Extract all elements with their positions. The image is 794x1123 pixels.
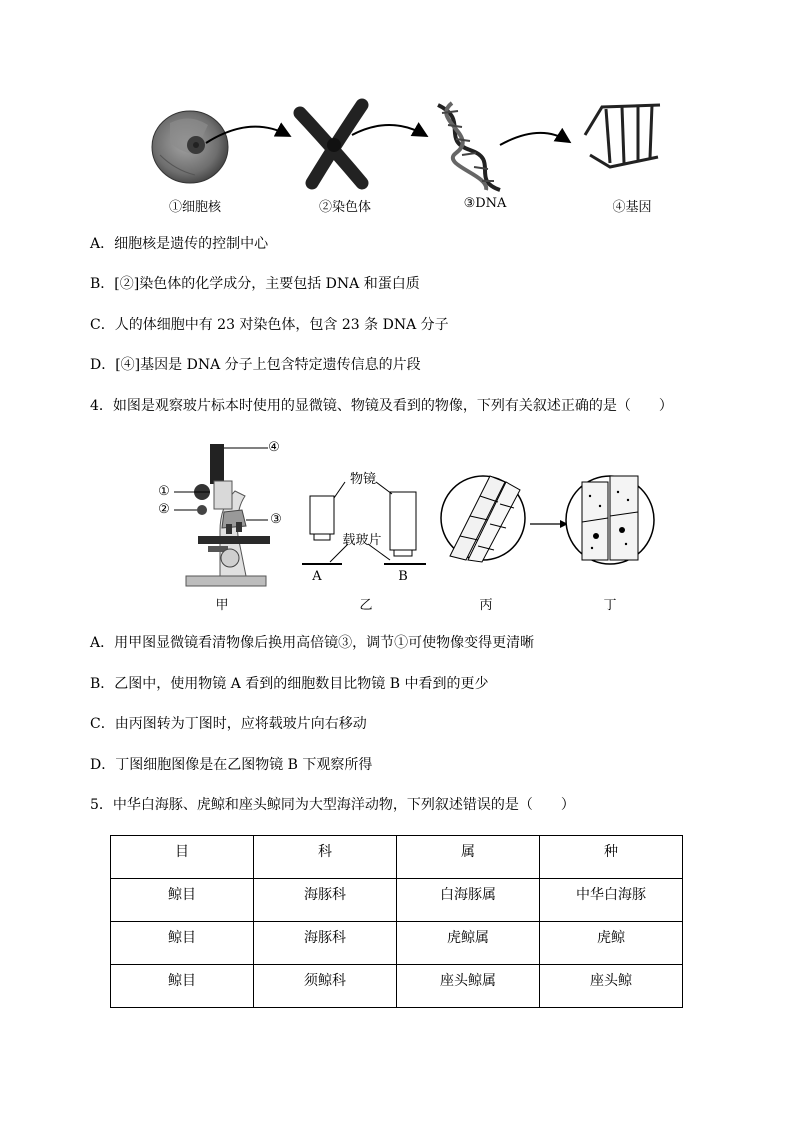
q4-question: 4．如图是观察玻片标本时使用的显微镜、物镜及看到的物像，下列有关叙述正确的是（ ） xyxy=(90,398,673,414)
header-order: 目 xyxy=(111,836,254,879)
table-header-row xyxy=(111,836,683,879)
table-cell: 中华白海豚 xyxy=(540,879,683,922)
caption-chromosome: ②染色体 xyxy=(318,200,371,215)
table-cell: 鲸目 xyxy=(111,879,254,922)
slide-label: 载玻片 xyxy=(342,533,382,548)
q3-option-b: B．[②]染色体的化学成分，主要包括 DNA 和蛋白质 xyxy=(90,276,420,292)
header-genus: 属 xyxy=(397,836,540,879)
cell-nucleus-image xyxy=(152,111,228,183)
q4-option-a: A．用甲图显微镜看清物像后换用高倍镜③，调节①可使物像变得更清晰 xyxy=(90,635,535,651)
q5-question: 5．中华白海豚、虎鲸和座头鲸同为大型海洋动物，下列叙述错误的是（ ） xyxy=(90,797,575,813)
table-cell: 座头鲸属 xyxy=(397,965,540,1008)
table-row xyxy=(111,922,683,965)
header-family: 科 xyxy=(254,836,397,879)
lens-a-label: A xyxy=(312,569,322,584)
marker-2: ② xyxy=(158,502,170,517)
table-cell: 虎鲸属 xyxy=(397,922,540,965)
q4-option-c: C．由丙图转为丁图时，应将载玻片向右移动 xyxy=(90,716,367,732)
q3-option-a: A．细胞核是遗传的控制中心 xyxy=(90,236,269,252)
caption-bing: 丙 xyxy=(479,598,493,613)
q3-option-c: C．人的体细胞中有 23 对染色体，包含 23 条 DNA 分子 xyxy=(90,317,449,333)
caption-jia: 甲 xyxy=(215,598,229,613)
lens-b-label: B xyxy=(398,569,408,584)
field-of-view-ding xyxy=(566,476,654,564)
table-cell: 海豚科 xyxy=(254,879,397,922)
chromosome-image xyxy=(300,105,362,183)
table-cell: 海豚科 xyxy=(254,922,397,965)
table-cell: 白海豚属 xyxy=(397,879,540,922)
dna-helix-image xyxy=(438,103,500,190)
table-row xyxy=(111,965,683,1008)
caption-ding: 丁 xyxy=(603,598,617,613)
table-cell: 虎鲸 xyxy=(540,922,683,965)
gene-segment-image xyxy=(585,105,660,167)
table-cell: 须鲸科 xyxy=(254,965,397,1008)
q3-option-d: D．[④]基因是 DNA 分子上包含特定遗传信息的片段 xyxy=(90,357,421,373)
header-species: 种 xyxy=(540,836,683,879)
marker-3: ③ xyxy=(270,512,282,527)
q4-option-d: D．丁图细胞图像是在乙图物镜 B 下观察所得 xyxy=(90,757,373,773)
table-cell: 鲸目 xyxy=(111,922,254,965)
classification-table xyxy=(110,835,683,1008)
marker-4: ④ xyxy=(268,440,280,455)
objective-lenses-image xyxy=(302,482,426,564)
field-of-view-bing xyxy=(441,476,525,562)
caption-yi: 乙 xyxy=(359,598,373,613)
marker-1: ① xyxy=(158,484,170,499)
table-cell: 座头鲸 xyxy=(540,965,683,1008)
table-cell: 鲸目 xyxy=(111,965,254,1008)
caption-dna: ③DNA xyxy=(463,196,507,211)
table-row xyxy=(111,879,683,922)
microscope-image xyxy=(174,444,270,586)
caption-gene: ④基因 xyxy=(612,200,652,215)
caption-nucleus: ①细胞核 xyxy=(168,200,221,215)
q4-option-b: B．乙图中，使用物镜 A 看到的细胞数目比物镜 B 中看到的更少 xyxy=(90,676,489,692)
objective-label: 物镜 xyxy=(349,472,376,487)
